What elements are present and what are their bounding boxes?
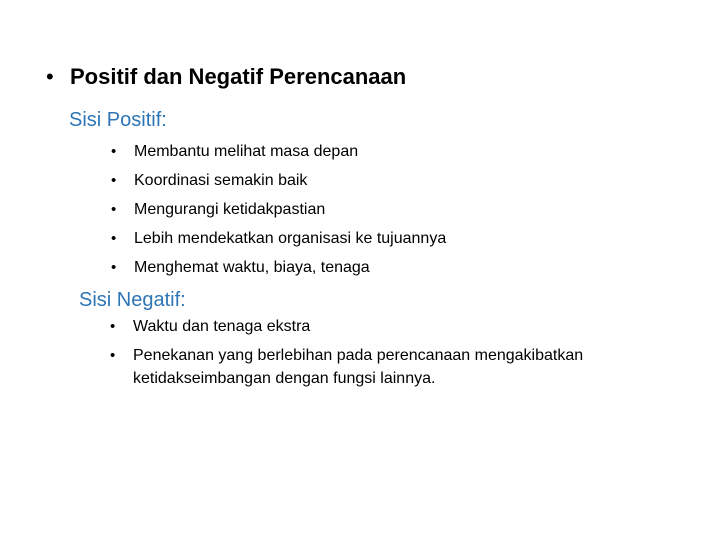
slide-heading: [46, 62, 406, 92]
list-item: • Lebih mendekatkan organisasi ke tujuannya: [111, 224, 446, 253]
heading-text: Positif dan Negatif Perencanaan: [70, 64, 407, 89]
negative-section-title: Sisi Negatif:: [79, 289, 186, 311]
negative-list: [110, 315, 673, 390]
list-item: • Menghemat waktu, biaya, tenaga: [111, 253, 446, 282]
list-item: • Mengurangi ketidakpastian: [111, 195, 446, 224]
list-item: • Penekanan yang berlebihan pada perencanaan mengakibatkan ketidakseimbangan dengan fungsi lainnya.: [110, 344, 673, 390]
heading-bullet: •: [46, 64, 54, 89]
list-item: • Membantu melihat masa depan: [111, 137, 446, 166]
positive-list: [111, 137, 446, 282]
list-item: • Koordinasi semakin baik: [111, 166, 446, 195]
positive-section-title: Sisi Positif:: [69, 109, 167, 131]
list-item: • Waktu dan tenaga ekstra: [110, 315, 673, 338]
